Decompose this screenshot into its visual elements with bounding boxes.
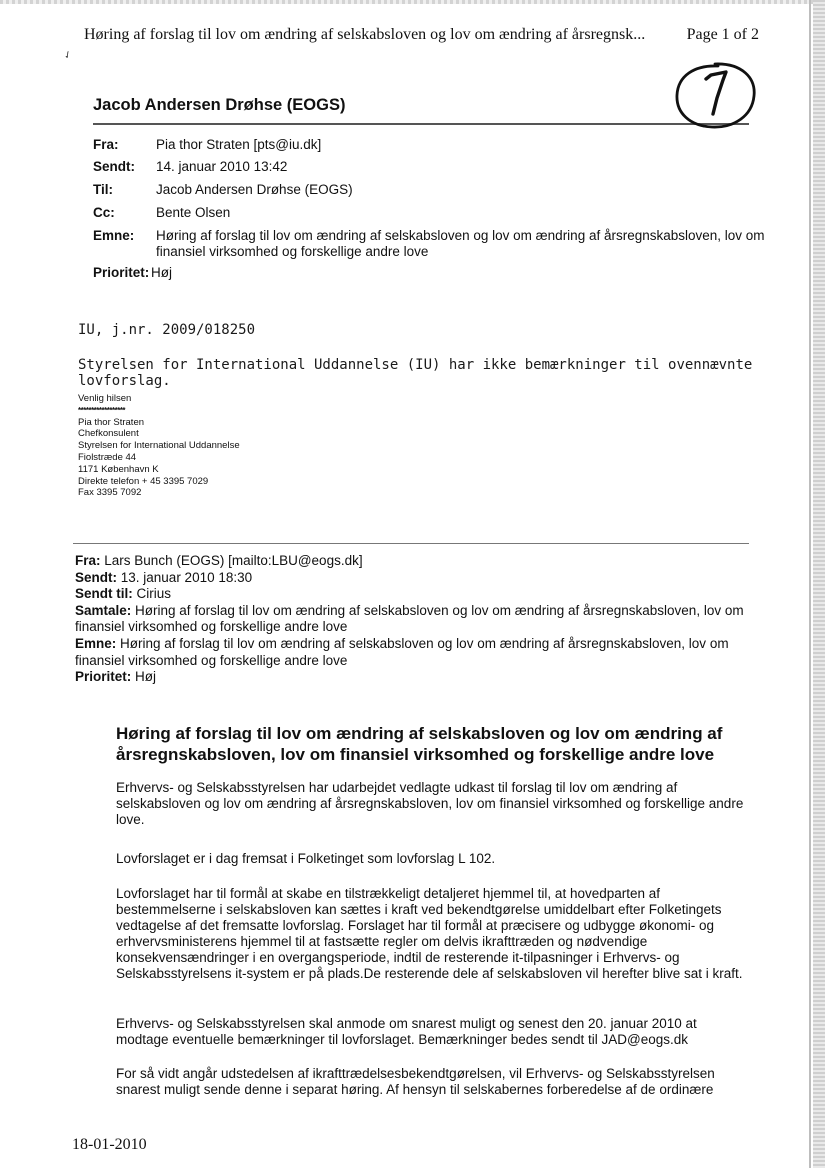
header-from-value: Pia thor Straten [pts@iu.dk] bbox=[156, 137, 322, 152]
signature-greeting: Venlig hilsen bbox=[78, 393, 132, 404]
fwd-conv-row bbox=[75, 603, 755, 636]
signature-city: 1171 København K bbox=[78, 463, 159, 475]
fwd-to-row bbox=[75, 586, 755, 603]
header-to-value: Jacob Andersen Drøhse (EOGS) bbox=[156, 182, 353, 197]
reply-message: Styrelsen for International Uddannelse (IU) har ikke bemærkninger til ovennævnte lovforslag. bbox=[78, 357, 753, 389]
body-paragraph-2: Lovforslaget er i dag fremsat i Folketinget som lovforslag L 102. bbox=[116, 851, 496, 866]
print-header bbox=[84, 26, 759, 46]
signature-org: Styrelsen for International Uddannelse bbox=[78, 440, 240, 452]
signature-stars: ****************** bbox=[78, 405, 126, 415]
signature-street: Fiolstræde 44 bbox=[78, 451, 137, 463]
signature-name: Pia thor Straten bbox=[78, 416, 145, 428]
fwd-conv-label: Samtale: bbox=[75, 602, 132, 618]
body-title: Høring af forslag til lov om ændring af selskabsloven og lov om ændring af årsregnskabsloven, lov om finansiel virksomhed og forskellige andre love bbox=[116, 724, 723, 764]
print-header-title: Høring af forslag til lov om ændring af selskabsloven og lov om ændring af årsregnsk... bbox=[84, 26, 646, 43]
header-subject-value: Høring af forslag til lov om ændring af selskabsloven og lov om ændring af årsregnskabsloven, lov om finansiel virksomhed og forskellige andre love bbox=[156, 228, 765, 259]
scan-edge-line bbox=[809, 0, 811, 1168]
fwd-to-label: Sendt til: bbox=[75, 586, 133, 602]
signature-title: Chefkonsulent bbox=[78, 428, 139, 440]
header-sent-label: Sendt: bbox=[93, 159, 135, 174]
fwd-subject-value: Høring af forslag til lov om ændring af selskabsloven og lov om ændring af årsregnskabsloven, lov om finansiel virksomhed og forskellige andre love bbox=[75, 635, 729, 668]
fwd-subject-label: Emne: bbox=[75, 635, 117, 651]
case-reference: IU, j.nr. 2009/018250 bbox=[78, 322, 256, 338]
fwd-sent-value: 13. januar 2010 18:30 bbox=[120, 569, 253, 585]
forwarded-header bbox=[75, 553, 755, 686]
fwd-from-label: Fra: bbox=[75, 553, 101, 568]
body-paragraph-1: Erhvervs- og Selskabsstyrelsen har udarbejdet vedlagte udkast til forslag til lov om ændring af selskabsloven og lov om ændring af årsregnskabsloven, lov om finansiel virksomhed og forskellige andre love. bbox=[116, 780, 744, 827]
scan-speck: ✓ bbox=[61, 48, 75, 63]
fwd-conv-value: Høring af forslag til lov om ændring af selskabsloven og lov om ændring af årsregnskabsloven, lov om finansiel virksomhed og forskellige andre love bbox=[75, 602, 744, 635]
fwd-subject-row bbox=[75, 636, 755, 669]
header-subject-label: Emne: bbox=[93, 228, 135, 243]
header-priority-value: Høj bbox=[151, 265, 172, 280]
signature-fax: Fax 3395 7092 bbox=[78, 487, 142, 499]
fwd-priority-label: Prioritet: bbox=[75, 669, 132, 685]
signature-phone: Direkte telefon + 45 3395 7029 bbox=[78, 475, 209, 487]
body-paragraph-3: Lovforslaget har til formål at skabe en tilstrækkeligt detaljeret hjemmel til, at hovedparten af bestemmelserne i selskabsloven kan sættes i kraft ved bekendtgørelse umiddelbart efter Folketingets vedtagelse af det fremsatte lovforslag. Forslaget har til formål at præcisere og udbygge økonomi- og erhvervsministerens hjemmel til at fastsætte regler om delvis ikrafttræden og nødvendige konsekvensændringer i en overgangsperiode, indtil de resterende it-tilpasninger i Erhvervs- og Selskabsstyrelsens it-system er på plads.De resterende dele af selskabsloven vil herefter blive sat i kraft. bbox=[116, 886, 743, 981]
scan-edge-right bbox=[813, 0, 825, 1168]
signature-block bbox=[78, 393, 240, 499]
header-from-label: Fra: bbox=[93, 137, 119, 152]
header-cc-label: Cc: bbox=[93, 205, 115, 220]
scan-edge-top bbox=[0, 0, 825, 4]
footer-date: 18-01-2010 bbox=[72, 1136, 147, 1153]
forward-divider bbox=[73, 543, 749, 544]
fwd-priority-row bbox=[75, 669, 755, 686]
fwd-to-value: Cirius bbox=[136, 586, 172, 602]
body-paragraph-5: For så vidt angår udstedelsen af ikrafttrædelsesbekendtgørelsen, vil Erhvervs- og Selskabsstyrelsen snarest muligt sende denne i separat høring. Af hensyn til selskabernes forberedelse af de ordinære bbox=[116, 1066, 715, 1097]
header-divider bbox=[93, 123, 749, 125]
header-to-label: Til: bbox=[93, 182, 113, 197]
page-number: Page 1 of 2 bbox=[686, 26, 759, 43]
handwritten-circled-number bbox=[672, 58, 758, 132]
fwd-priority-value: Høj bbox=[135, 669, 157, 685]
header-sent-value: 14. januar 2010 13:42 bbox=[156, 159, 288, 174]
fwd-sent-row bbox=[75, 570, 755, 587]
fwd-from-row bbox=[75, 553, 755, 570]
mailbox-owner-name: Jacob Andersen Drøhse (EOGS) bbox=[93, 96, 346, 114]
body-paragraph-4: Erhvervs- og Selskabsstyrelsen skal anmode om snarest muligt og senest den 20. januar 2010 at modtage eventuelle bemærkninger til lovforslaget. Bemærkninger bedes sendt til JAD@eogs.dk bbox=[116, 1016, 697, 1047]
header-cc-value: Bente Olsen bbox=[156, 205, 231, 220]
fwd-from-value: Lars Bunch (EOGS) [mailto:LBU@eogs.dk] bbox=[104, 553, 363, 568]
fwd-sent-label: Sendt: bbox=[75, 569, 117, 585]
header-priority-label: Prioritet: bbox=[93, 265, 150, 280]
